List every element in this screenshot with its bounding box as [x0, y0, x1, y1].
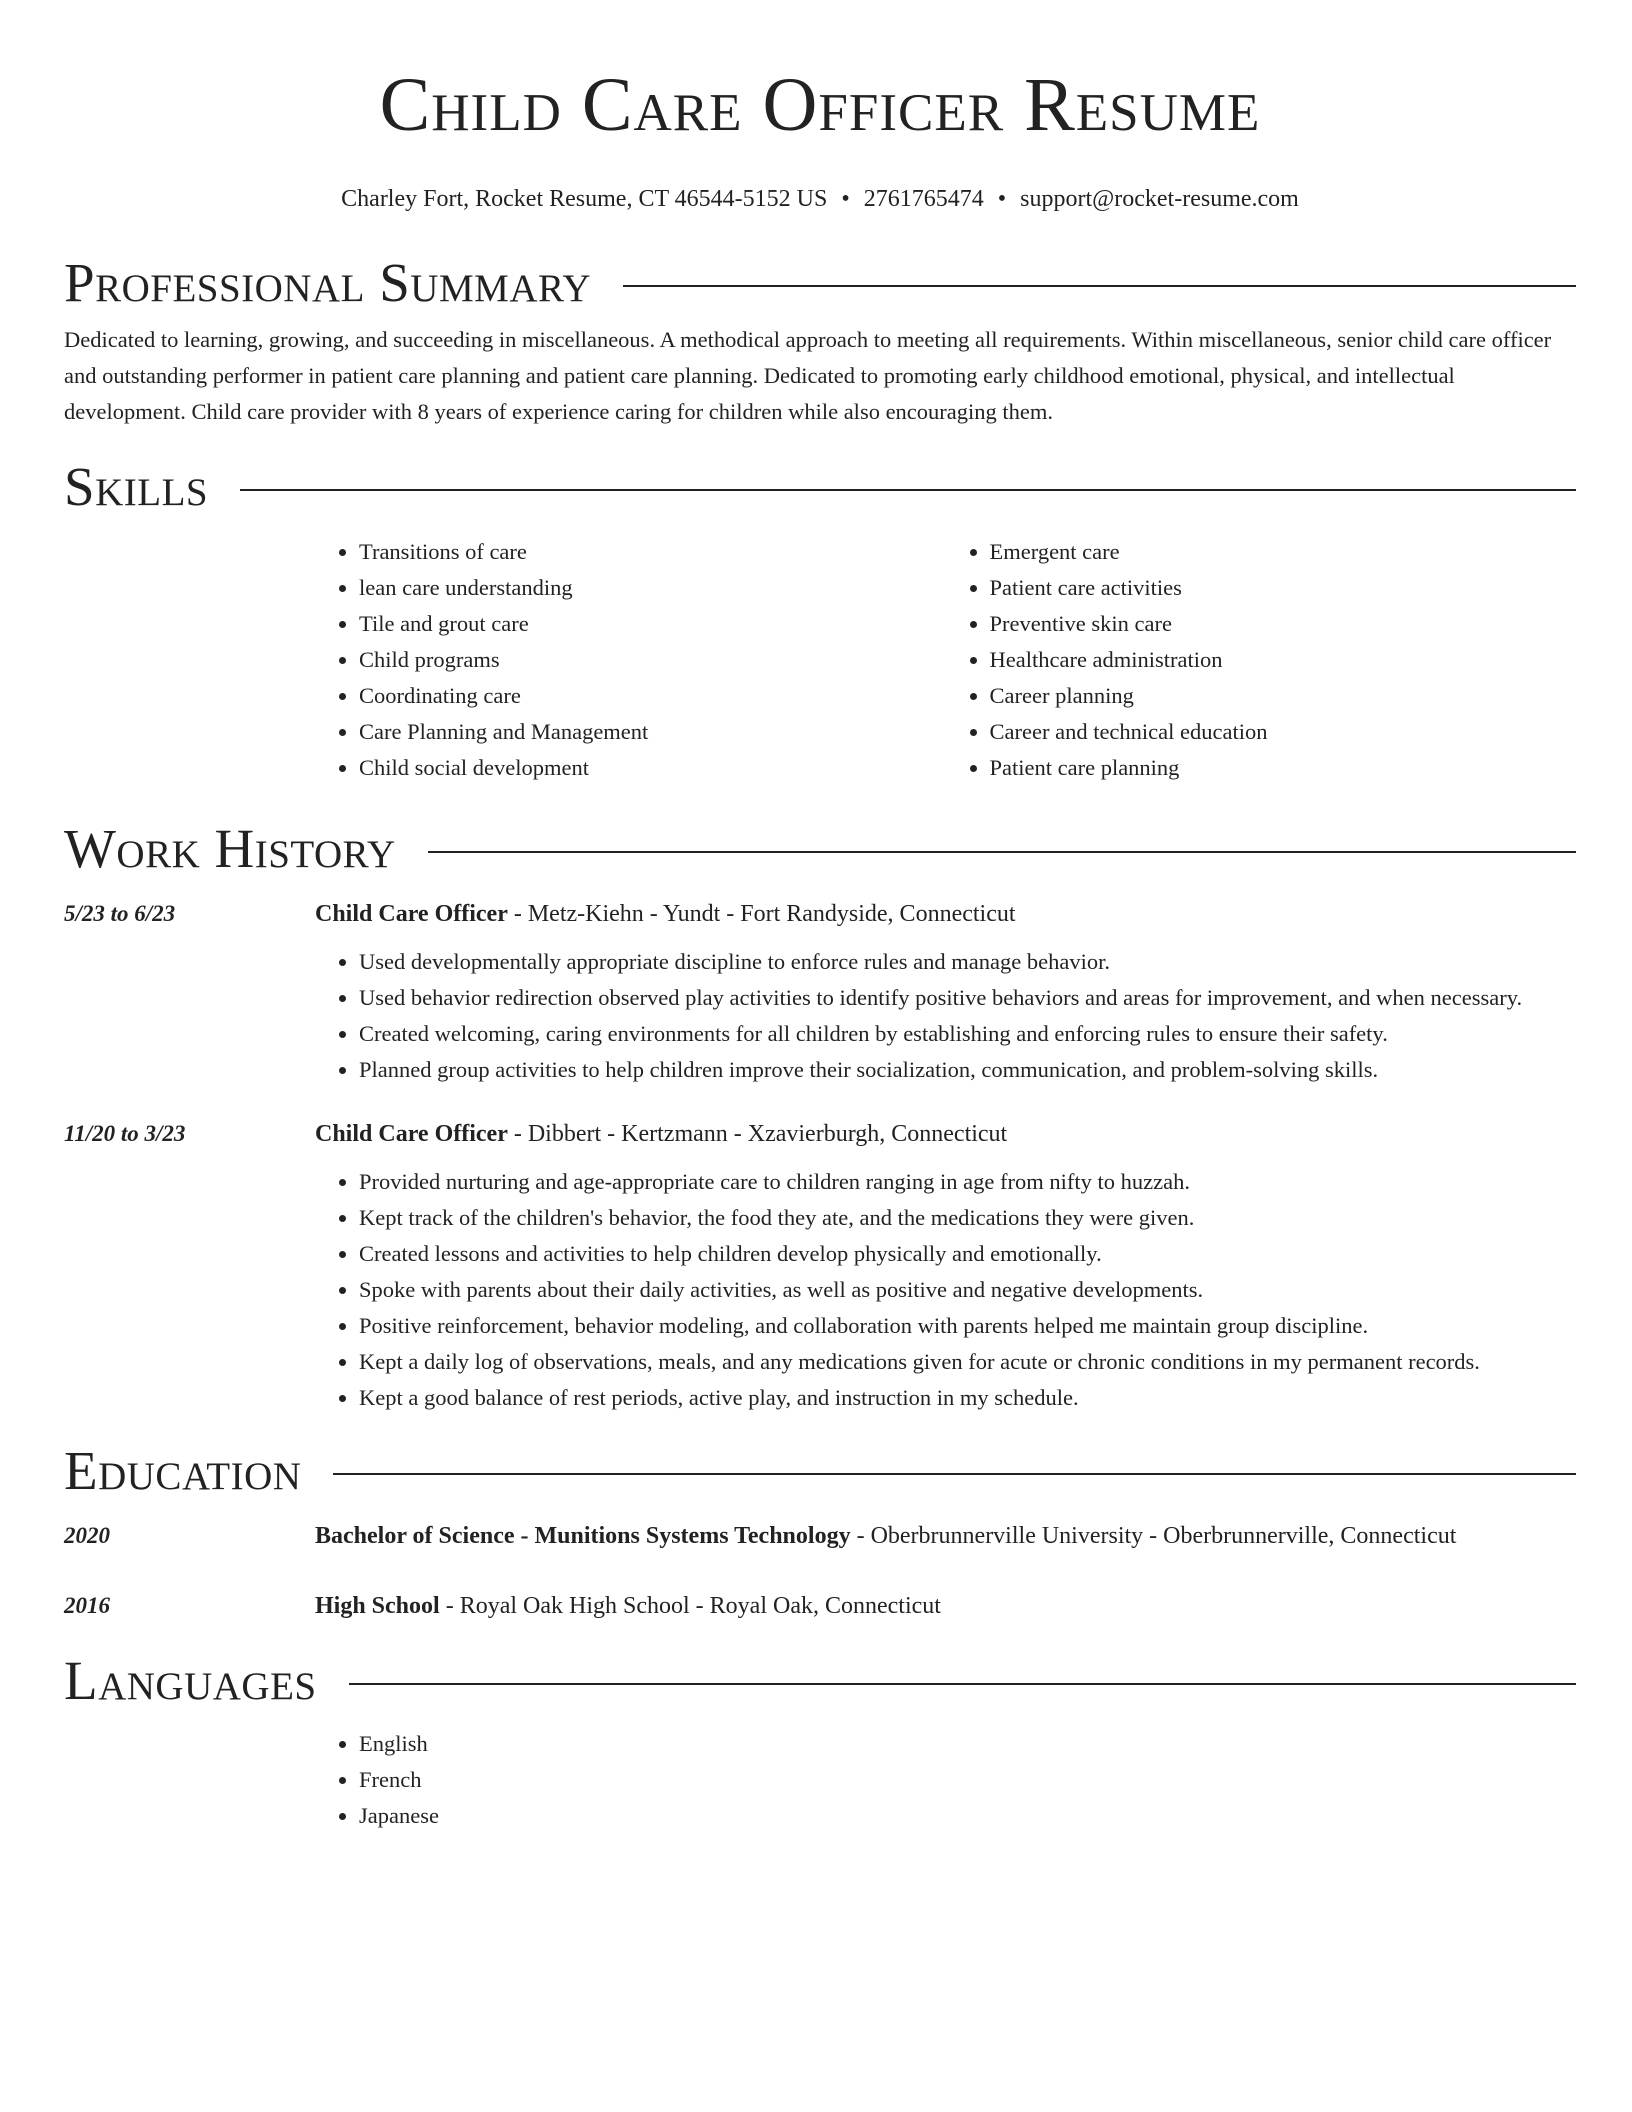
skill-item: • Patient care planning: [990, 750, 1577, 786]
job-bullet: • Created lessons and activities to help children develop physically and emotionally.: [359, 1236, 1576, 1272]
skill-item: • Preventive skin care: [990, 606, 1577, 642]
job-date: 5/23 to 6/23: [64, 901, 176, 926]
skill-item: • Career and technical education: [990, 714, 1577, 750]
education-date: 2020: [64, 1523, 110, 1548]
skill-item: • Career planning: [990, 678, 1577, 714]
job-bullet: • Positive reinforcement, behavior modeling, and collaboration with parents helped me maintain group discipline.: [359, 1308, 1576, 1344]
skill-item: • Child social development: [359, 750, 946, 786]
education-degree: High School: [315, 1593, 440, 1619]
job-date: 11/20 to 3/23: [64, 1121, 186, 1146]
education-title-line: [315, 1586, 1576, 1626]
summary-section-header: [64, 252, 1576, 314]
section-divider: [240, 489, 1576, 491]
skill-item: • lean care understanding: [359, 570, 946, 606]
skill-item: • Emergent care: [990, 534, 1577, 570]
skills-grid: [315, 534, 1576, 786]
job-entry: [64, 894, 1576, 1088]
contact-email: support@rocket-resume.com: [1020, 186, 1299, 212]
work-heading: Work History: [64, 818, 396, 879]
languages-section-header: [64, 1650, 1576, 1712]
job-bullets: [315, 1164, 1576, 1416]
job-bullet: • Provided nurturing and age-appropriate care to children ranging in age from nifty to huzzah.: [359, 1164, 1576, 1200]
skills-heading: Skills: [64, 456, 209, 517]
languages-block: [315, 1726, 1576, 1834]
job-header: [64, 1114, 1576, 1154]
job-bullet: • Created welcoming, caring environments for all children by establishing and enforcing rules to ensure their safety.: [359, 1016, 1576, 1052]
education-section-header: [64, 1440, 1576, 1502]
work-section-header: [64, 818, 1576, 880]
job-role: Child Care Officer: [315, 901, 508, 927]
skills-section-header: [64, 456, 1576, 518]
section-divider: [333, 1473, 1576, 1475]
education-school: - Oberbrunnerville University - Oberbrunnerville, Connecticut: [850, 1523, 1457, 1549]
job-bullets: [315, 944, 1576, 1088]
education-date: 2016: [64, 1593, 110, 1618]
contact-phone: 2761765474: [863, 186, 984, 212]
resume-title: Child Care Officer Resume: [379, 63, 1261, 147]
job-bullet: • Used developmentally appropriate discipline to enforce rules and manage behavior.: [359, 944, 1576, 980]
contact-separator: •: [997, 186, 1007, 212]
language-item: • English: [359, 1726, 1576, 1762]
job-employer: - Dibbert - Kertzmann - Xzavierburgh, Connecticut: [507, 1121, 1008, 1147]
education-degree: Bachelor of Science - Munitions Systems Technology: [315, 1523, 851, 1549]
job-entry: [64, 1114, 1576, 1416]
section-divider: [349, 1683, 1576, 1685]
skill-item: • Child programs: [359, 642, 946, 678]
languages-list: [315, 1726, 1576, 1834]
section-divider: [623, 285, 1576, 287]
skill-item: • Tile and grout care: [359, 606, 946, 642]
job-bullet: • Planned group activities to help children improve their socialization, communication, and problem-solving skills.: [359, 1052, 1576, 1088]
summary-heading: Professional Summary: [64, 252, 592, 313]
job-bullet: • Spoke with parents about their daily activities, as well as positive and negative developments.: [359, 1272, 1576, 1308]
skills-list-right: [946, 534, 1577, 786]
job-role: Child Care Officer: [315, 1121, 508, 1147]
job-bullet: • Kept a daily log of observations, meals, and any medications given for acute or chronic conditions in my permanent records.: [359, 1344, 1576, 1380]
job-bullet: • Kept track of the children's behavior, the food they ate, and the medications they were given.: [359, 1200, 1576, 1236]
section-divider: [428, 851, 1576, 853]
contact-line: [64, 184, 1576, 214]
contact-address: Charley Fort, Rocket Resume, CT 46544-5152 US: [341, 186, 828, 212]
education-heading: Education: [64, 1440, 302, 1501]
job-bullet: • Kept a good balance of rest periods, active play, and instruction in my schedule.: [359, 1380, 1576, 1416]
job-title-line: [315, 1114, 1576, 1154]
education-title-line: [315, 1516, 1576, 1556]
summary-text: Dedicated to learning, growing, and succeeding in miscellaneous. A methodical approach to meeting all requirements. Within miscellaneous, senior child care officer and outstanding performer in patient care planning and patient care planning. Dedicated to promoting early childhood emotional, physical, and intellectual development. Child care provider with 8 years of experience caring for children while also encouraging them.: [64, 327, 1552, 424]
education-entry: [64, 1586, 1576, 1626]
languages-heading: Languages: [64, 1650, 317, 1711]
skill-item: • Transitions of care: [359, 534, 946, 570]
skill-item: • Patient care activities: [990, 570, 1577, 606]
skill-item: • Coordinating care: [359, 678, 946, 714]
job-bullet: • Used behavior redirection observed play activities to identify positive behaviors and areas for improvement, and when necessary.: [359, 980, 1576, 1016]
job-header: [64, 894, 1576, 934]
language-item: • Japanese: [359, 1798, 1576, 1834]
education-school: - Royal Oak High School - Royal Oak, Connecticut: [439, 1593, 941, 1619]
skills-list-left: [315, 534, 946, 786]
job-employer: - Metz-Kiehn - Yundt - Fort Randyside, Connecticut: [507, 901, 1016, 927]
contact-separator: •: [841, 186, 850, 212]
skill-item: • Healthcare administration: [990, 642, 1577, 678]
skill-item: • Care Planning and Management: [359, 714, 946, 750]
education-entry: [64, 1516, 1576, 1556]
job-title-line: [315, 894, 1576, 934]
language-item: • French: [359, 1762, 1576, 1798]
